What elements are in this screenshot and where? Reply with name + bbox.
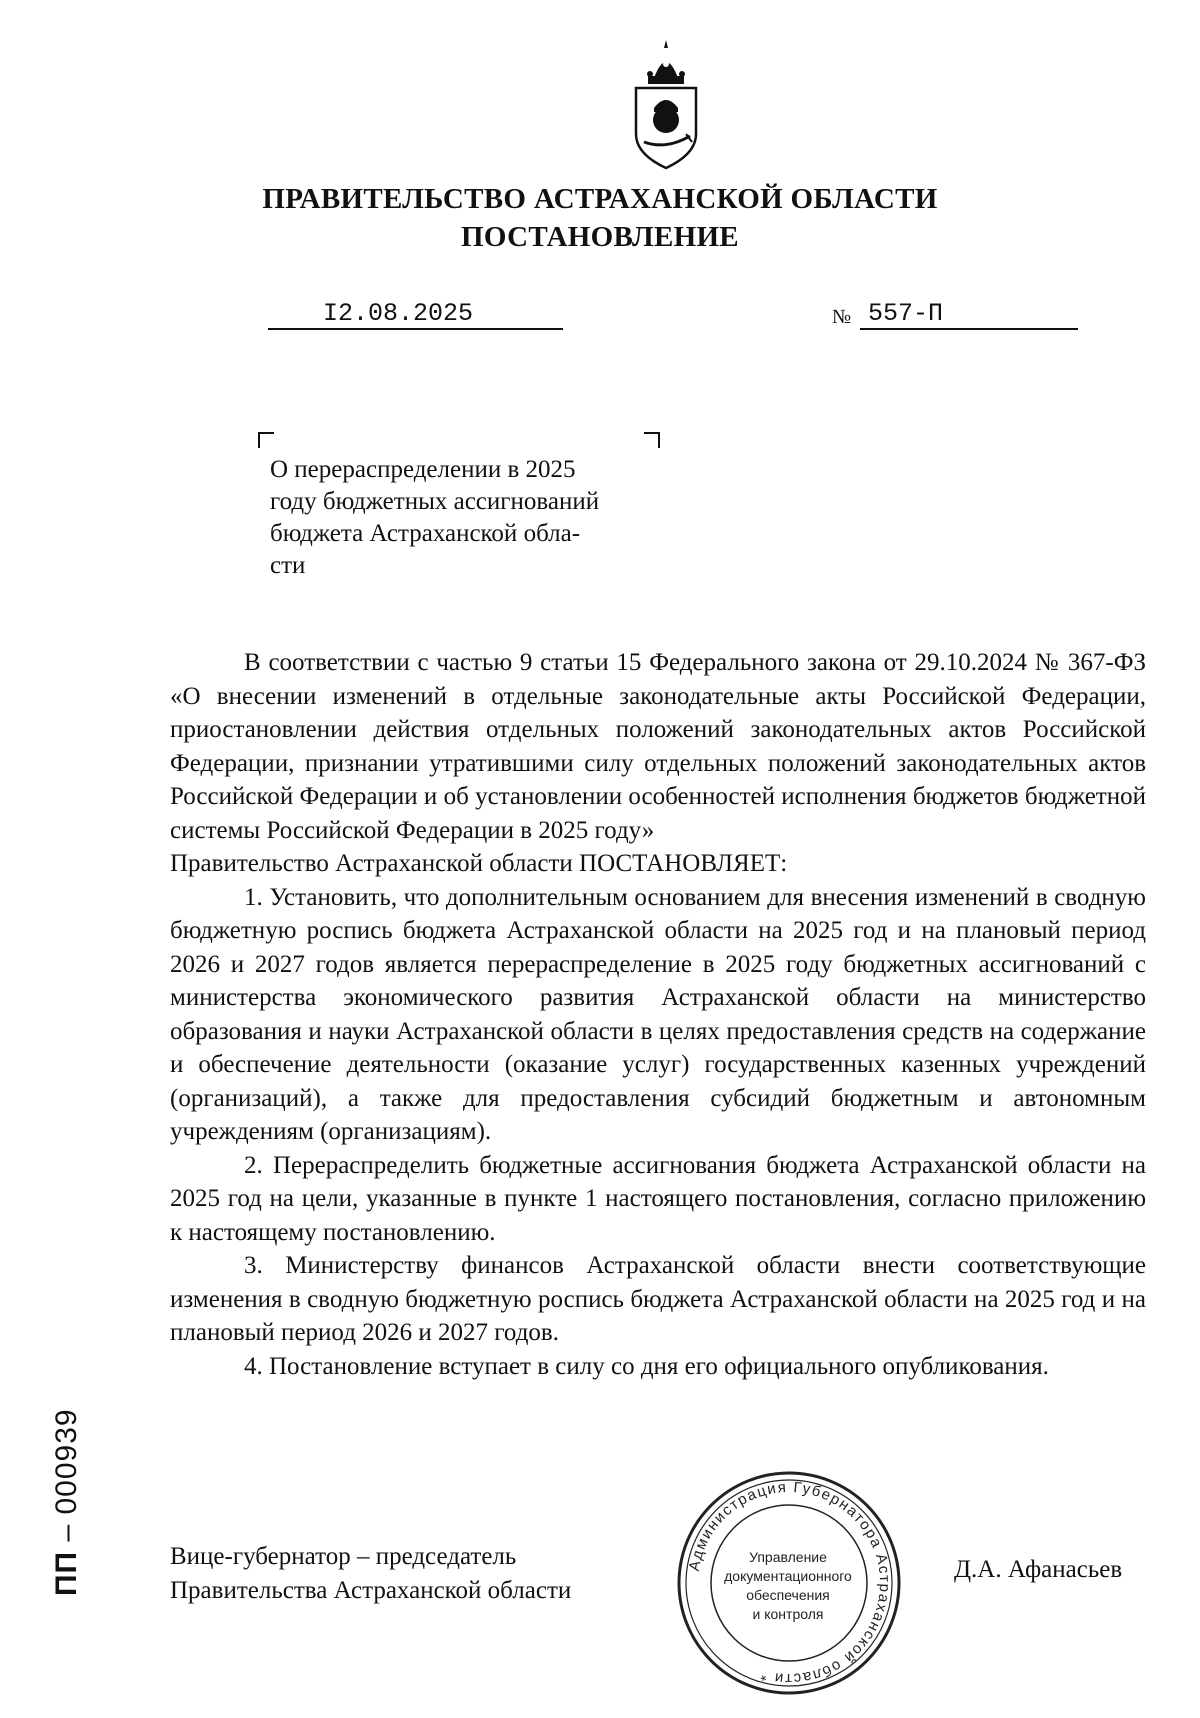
number-sign: № (832, 306, 852, 328)
stamp-inner-line-4: и контроля (752, 1606, 824, 1622)
stamp-ring-text: Администрация Губернатора Астраханской области * (685, 1478, 894, 1688)
stamp-inner-line-3: обеспечения (746, 1587, 830, 1603)
document-body (170, 646, 1146, 1383)
margin-serial-number (50, 1408, 84, 1596)
item-paragraph-1: 1. Установить, что дополнительным основанием для внесения изменений в сводную бюджетную роспись бюджета Астраханской области на 2025 год и на плановый период 2026 и 2027 годов является перераспределение в 2025 году бюджетных ассигнований с министерства экономического развития Астраханской области на министерство образования и науки Астраханской области в целях предоставления средств на содержание и обеспечение деятельности (оказание услуг) государственных казенных учреждений (организаций), а также для предоставления субсидий бюджетным и автономным учреждениям (организациям). (170, 883, 1146, 1145)
document-date: I2.08.2025 (322, 299, 474, 328)
preamble-paragraph: В соответствии с частью 9 статьи 15 Федерального закона от 29.10.2024 № 367-ФЗ «О внесении изменений в отдельные законодательные акты Российской Федерации, приостановлении действия отдельных положений законодательных актов Российской Федерации, признании утратившими силу отдельных положений законодательных актов Российской Федерации и об установлении особенностей исполнения бюджетов бюджетной системы Российской Федерации в 2025 году» (170, 649, 1146, 844)
coat-of-arms-emblem (628, 38, 704, 172)
serial-dash: – (50, 1523, 83, 1542)
item-paragraph-4: 4. Постановление вступает в силу со дня его официального опубликования. (244, 1352, 1049, 1380)
number-underline (860, 328, 1078, 330)
document-number: 557-П (868, 299, 944, 328)
serial-number: 000939 (50, 1408, 83, 1515)
item-paragraph-2: 2. Перераспределить бюджетные ассигнования бюджета Астраханской области на 2025 год на цели, указанные в пункте 1 настоящего постановления, согласно приложению к настоящему постановлению. (170, 1151, 1146, 1246)
government-name-heading: ПРАВИТЕЛЬСТВО АСТРАХАНСКОЙ ОБЛАСТИ (262, 183, 938, 215)
document-type-heading: ПОСТАНОВЛЕНИЕ (461, 221, 739, 253)
serial-prefix: ПП (50, 1550, 83, 1596)
stamp-inner-text (712, 1548, 864, 1624)
stamp-inner-line-2: документационного (724, 1568, 852, 1584)
signatory-name: Д.А. Афанасьев (954, 1556, 1123, 1583)
signatory-position (170, 1540, 571, 1608)
item-paragraph-3: 3. Министерству финансов Астраханской области внести соответствующие изменения в сводную бюджетную роспись бюджета Астраханской области на 2025 год и на плановый период 2026 и 2027 годов. (170, 1252, 1146, 1346)
document-subject: О перераспределении в 2025 году бюджетных ассигнований бюджета Астраханской обла- сти (270, 456, 600, 579)
signatory-position-line-1: Вице-губернатор – председатель (170, 1543, 517, 1570)
resolves-paragraph: Правительство Астраханской области ПОСТАНОВЛЯЕТ: (170, 850, 788, 877)
signatory-position-line-2: Правительства Астраханской области (170, 1577, 572, 1604)
subject-bracket-left (258, 432, 274, 448)
date-underline (268, 328, 563, 330)
stamp-inner-line-1: Управление (749, 1549, 827, 1565)
subject-bracket-right (644, 432, 660, 448)
